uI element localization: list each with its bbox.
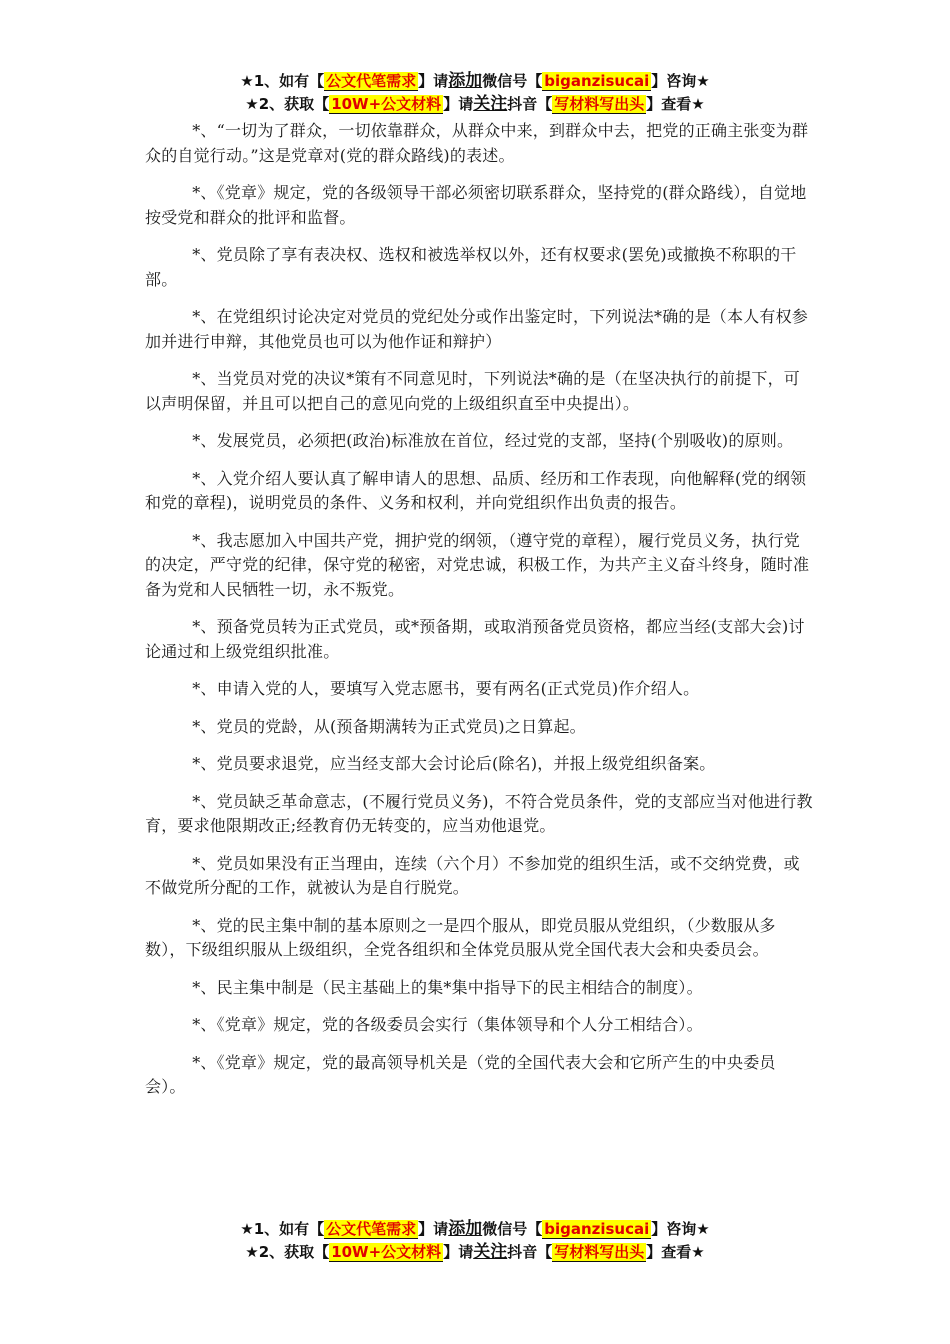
paragraph: *、党员如果没有正当理由，连续（六个月）不参加党的组织生活，或不交纳党费，或不做党所分配的工作，就被认为是自行脱党。 [145, 853, 800, 897]
banner-text: ★1、如有【 [240, 72, 325, 90]
banner-text: 】请 [418, 1220, 449, 1238]
emphasis-follow: 关注 [473, 94, 508, 114]
paragraph: *、在党组织讨论决定对党员的党纪处分或作出鉴定时，下列说法*确的是（本人有权参加并进行申辩，其他党员也可以为他作证和辩护） [145, 307, 808, 351]
highlight-materials: 10W+公文材料 [331, 95, 442, 113]
banner-text: 微信号【 [482, 1220, 543, 1238]
paragraph: *、我志愿加入中国共产党，拥护党的纲领，（遵守党的章程），履行党员义务，执行党的决定，严守党的纪律，保守党的秘密，对党忠诚，积极工作，为共产主义奋斗终身，随时准备为党和人民牺牲一切，永不叛党。 [145, 530, 810, 599]
paragraph: *、入党介绍人要认真了解申请人的思想、品质、经历和工作表现，向他解释(党的纲领和党的章程)，说明党员的条件、义务和权利，并向党组织作出负责的报告。 [145, 468, 807, 512]
banner-text: 微信号【 [482, 72, 543, 90]
paragraph: *、党员要求退党，应当经支部大会讨论后(除名)，并报上级党组织备案。 [192, 754, 716, 773]
banner-text: ★2、获取【 [245, 1243, 330, 1261]
banner-text: 】咨询★ [651, 1220, 710, 1238]
banner-text: ★2、获取【 [245, 95, 330, 113]
banner-text: 】请 [418, 72, 449, 90]
banner-line-1 [0, 70, 950, 93]
document-body [145, 119, 813, 1113]
banner-text: 】查看★ [646, 95, 705, 113]
highlight-wechat-id: biganzisucai [544, 1220, 650, 1238]
paragraph: *、《党章》规定，党的各级领导干部必须密切联系群众，坚持党的(群众路线），自觉地按受党和群众的批评和监督。 [145, 183, 807, 227]
paragraph: *、发展党员，必须把(政治)标准放在首位，经过党的支部，坚持(个别吸收)的原则。 [192, 431, 794, 450]
highlight-wechat-id: biganzisucai [544, 72, 650, 90]
banner-line-2 [0, 1241, 950, 1264]
paragraph: *、《党章》规定，党的最高领导机关是（党的全国代表大会和它所产生的中央委员会）。 [145, 1052, 776, 1096]
paragraph: *、《党章》规定，党的各级委员会实行（集体领导和个人分工相结合）。 [192, 1015, 703, 1034]
paragraph: *、党员除了享有表决权、选权和被选举权以外，还有权要求(罢免)或撤换不称职的干部。 [145, 245, 797, 289]
banner-text: 抖音【 [507, 1243, 553, 1261]
emphasis-add: 添加 [448, 1219, 483, 1239]
highlight-douyin: 写材料写出头 [554, 95, 645, 113]
banner-line-1 [0, 1218, 950, 1241]
paragraph: *、“一切为了群众，一切依靠群众，从群众中来，到群众中去，把党的正确主张变为群众的自觉行动。”这是党章对(党的群众路线)的表述。 [145, 121, 809, 165]
emphasis-follow: 关注 [473, 1242, 508, 1262]
emphasis-add: 添加 [448, 71, 483, 91]
highlight-materials: 10W+公文材料 [331, 1243, 442, 1261]
banner-text: ★1、如有【 [240, 1220, 325, 1238]
banner-text: 】请 [443, 95, 474, 113]
banner-text: 】咨询★ [651, 72, 710, 90]
paragraph: *、党员缺乏革命意志，(不履行党员义务)，不符合党员条件，党的支部应当对他进行教育，要求他限期改正;经教育仍无转变的，应当劝他退党。 [145, 791, 813, 835]
banner-text: 】查看★ [646, 1243, 705, 1261]
highlight-douyin: 写材料写出头 [554, 1243, 645, 1261]
highlight-service: 公文代笔需求 [326, 72, 417, 90]
banner-text: 】请 [443, 1243, 474, 1261]
paragraph: *、预备党员转为正式党员，或*预备期，或取消预备党员资格，都应当经(支部大会)讨论通过和上级党组织批准。 [145, 617, 805, 661]
paragraph: *、党的民主集中制的基本原则之一是四个服从，即党员服从党组织，（少数服从多数），下级组织服从上级组织，全党各组织和全体党员服从党全国代表大会和央委员会。 [145, 915, 776, 959]
paragraph: *、申请入党的人，要填写入党志愿书，要有两名(正式党员)作介绍人。 [192, 679, 700, 698]
footer-banner [0, 1218, 950, 1264]
banner-line-2 [0, 93, 950, 116]
paragraph: *、当党员对党的决议*策有不同意见时，下列说法*确的是（在坚决执行的前提下，可以声明保留，并且可以把自己的意见向党的上级组织直至中央提出）。 [145, 369, 800, 413]
highlight-service: 公文代笔需求 [326, 1220, 417, 1238]
header-banner [0, 70, 950, 116]
paragraph: *、党员的党龄，从(预备期满转为正式党员)之日算起。 [192, 716, 586, 736]
banner-text: 抖音【 [507, 95, 553, 113]
paragraph: *、民主集中制是（民主基础上的集*集中指导下的民主相结合的制度）。 [192, 977, 703, 997]
